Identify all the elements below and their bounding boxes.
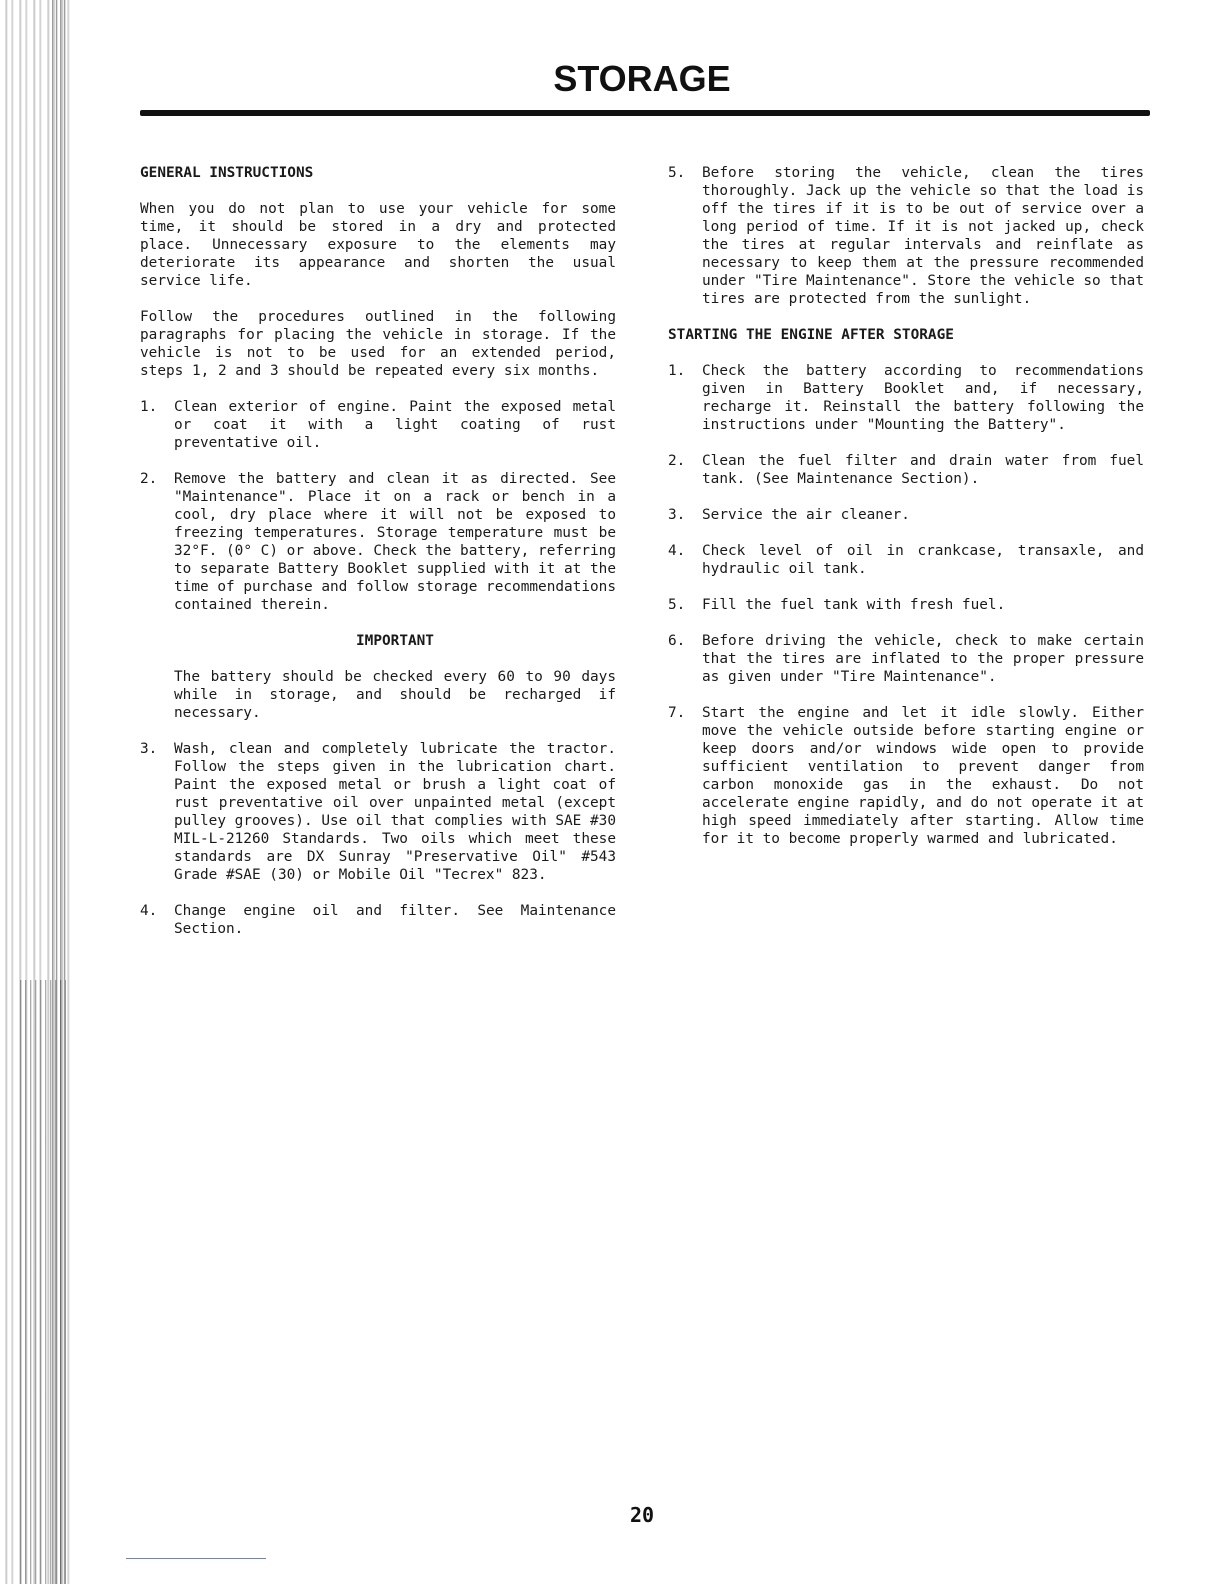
restart-step-4 xyxy=(668,542,1144,578)
footer-line xyxy=(126,1558,266,1559)
step-text: Before driving the vehicle, check to make certain that the tires are inflated to the proper pressure as given under "Tire Maintenance". xyxy=(702,633,1144,685)
step-text: Wash, clean and completely lubricate the tractor. Follow the steps given in the lubrication chart. Paint the exposed metal or brush a light coat of rust preventative oil over unpainted metal (except pulley grooves). Use oil that complies with SAE #30 MIL-L-21260 Standards. Two oils which meet these standards are DX Sunray "Preservative Oil" #543 Grade #SAE (30) or Mobile Oil "Tecrex" 823. xyxy=(174,741,616,883)
storage-step-3 xyxy=(140,740,616,884)
left-column xyxy=(140,164,616,956)
general-instructions-heading: GENERAL INSTRUCTIONS xyxy=(140,165,314,181)
step-text: Start the engine and let it idle slowly. Either move the vehicle outside before starting engine or keep doors and/or windows wide open to provide sufficient ventilation to prevent danger from carbon monoxide gas in the exhaust. Do not accelerate engine rapidly, and do not operate it at high speed immediately after starting. Allow time for it to become properly warmed and lubricated. xyxy=(702,705,1144,847)
step-number: 2. xyxy=(140,471,158,487)
storage-step-5 xyxy=(668,164,1144,308)
step-number: 2. xyxy=(668,453,686,469)
storage-step-2 xyxy=(140,470,616,614)
step-text: Check level of oil in crankcase, transaxle, and hydraulic oil tank. xyxy=(702,543,1144,577)
intro-paragraph-2: Follow the procedures outlined in the following paragraphs for placing the vehicle in storage. If the vehicle is not to be used for an extended period, steps 1, 2 and 3 should be repeated every six months. xyxy=(140,309,616,379)
step-number: 5. xyxy=(668,165,686,181)
step-number: 5. xyxy=(668,597,686,613)
step-number: 6. xyxy=(668,633,686,649)
step-text: Clean the fuel filter and drain water from fuel tank. (See Maintenance Section). xyxy=(702,453,1144,487)
step-text: Clean exterior of engine. Paint the exposed metal or coat it with a light coating of rust preventative oil. xyxy=(174,399,616,451)
step-text: Before storing the vehicle, clean the tires thoroughly. Jack up the vehicle so that the load is off the tires if it is to be out of service over a long period of time. If it is not jacked up, check the tires at regular intervals and reinflate as necessary to keep them at the pressure recommended under "Tire Maintenance". Store the vehicle so that tires are protected from the sunlight. xyxy=(702,165,1144,307)
step-number: 3. xyxy=(668,507,686,523)
step-number: 4. xyxy=(140,903,158,919)
page-number: 20 xyxy=(629,1503,655,1527)
restart-step-1 xyxy=(668,362,1144,434)
important-label: IMPORTANT xyxy=(356,633,434,649)
important-note: The battery should be checked every 60 to 90 days while in storage, and should be recharged if necessary. xyxy=(174,669,616,721)
restart-step-6 xyxy=(668,632,1144,686)
step-number: 4. xyxy=(668,543,686,559)
restart-step-2 xyxy=(668,452,1144,488)
step-number: 7. xyxy=(668,705,686,721)
step-text: Fill the fuel tank with fresh fuel. xyxy=(702,597,1006,613)
restart-step-5 xyxy=(668,596,1144,614)
step-number: 3. xyxy=(140,741,158,757)
step-number: 1. xyxy=(668,363,686,379)
scan-binding-dark-area xyxy=(20,980,66,1584)
intro-paragraph-1: When you do not plan to use your vehicle for some time, it should be stored in a dry and protected place. Unnecessary exposure to the elements may deteriorate its appearance and shorten the usual service life. xyxy=(140,201,616,289)
step-text: Service the air cleaner. xyxy=(702,507,910,523)
right-column xyxy=(668,164,1144,866)
storage-step-4 xyxy=(140,902,616,938)
page-title: STORAGE xyxy=(553,58,731,99)
step-text: Check the battery according to recommendations given in Battery Booklet and, if necessary, recharge it. Reinstall the battery following the instructions under "Mounting the Battery". xyxy=(702,363,1144,433)
step-text: Change engine oil and filter. See Maintenance Section. xyxy=(174,903,616,937)
storage-step-1 xyxy=(140,398,616,452)
step-text: Remove the battery and clean it as directed. See "Maintenance". Place it on a rack or bench in a cool, dry place where it will not be exposed to freezing temperatures. Storage temperature must be 32°F. (0° C) or above. Check the battery, referring to separate Battery Booklet supplied with it at the time of purchase and follow storage recommendations contained therein. xyxy=(174,471,616,613)
restart-step-3 xyxy=(668,506,1144,524)
starting-engine-heading: STARTING THE ENGINE AFTER STORAGE xyxy=(668,327,954,343)
restart-step-7 xyxy=(668,704,1144,848)
step-number: 1. xyxy=(140,399,158,415)
title-rule xyxy=(140,110,1150,116)
